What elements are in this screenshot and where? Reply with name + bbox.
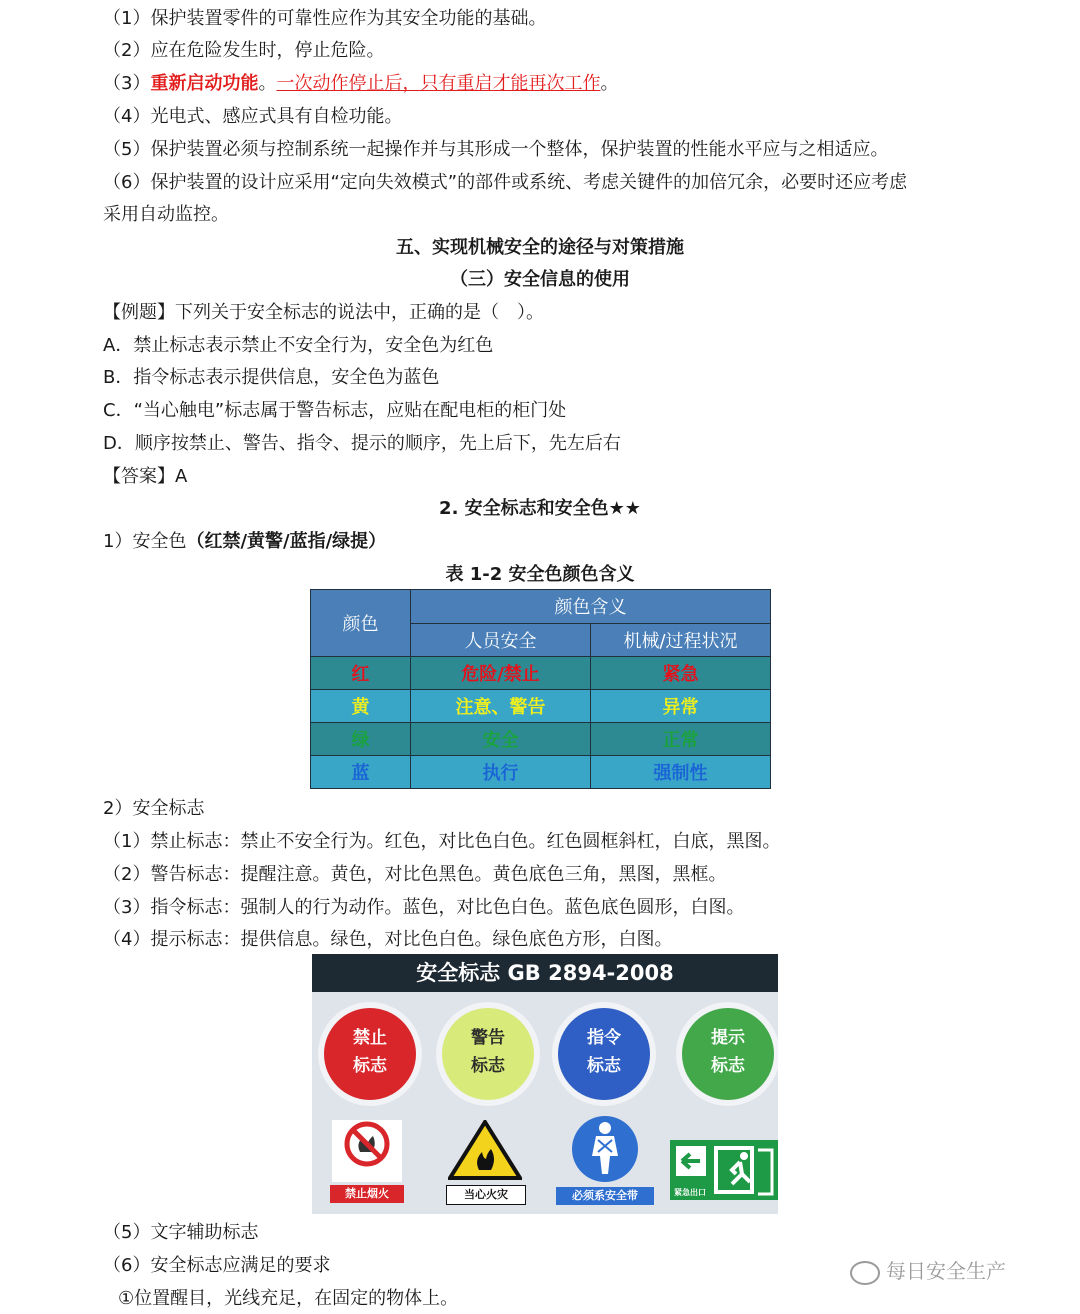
heading-main: 五、实现机械安全的途径与对策措施 bbox=[396, 237, 684, 258]
row-machine: 异常 bbox=[591, 690, 771, 723]
tail-item-6: （6）安全标志应满足的要求 bbox=[103, 1255, 331, 1276]
table-caption: 表 1-2 安全色颜色含义 bbox=[445, 564, 635, 585]
table-row bbox=[311, 756, 771, 789]
fire-warning-icon bbox=[448, 1120, 522, 1180]
circle-label: 标志 bbox=[587, 1056, 621, 1076]
no-fire-icon bbox=[330, 1120, 404, 1182]
intro-item-1: （1）保护装置零件的可靠性应作为其安全功能的基础。 bbox=[103, 8, 547, 29]
safety-sign-image bbox=[312, 954, 778, 1214]
row-color: 红 bbox=[311, 657, 411, 690]
circle-label: 指令 bbox=[587, 1028, 621, 1048]
row-person: 注意、警告 bbox=[411, 690, 591, 723]
circle-label: 提示 bbox=[711, 1028, 745, 1048]
safety-harness-icon bbox=[570, 1114, 640, 1184]
table-row bbox=[311, 657, 771, 690]
option-c: C．“当心触电”标志属于警告标志，应贴在配电柜的柜门处 bbox=[103, 400, 567, 421]
circle-label: 禁止 bbox=[353, 1028, 387, 1048]
circle-label: 警告 bbox=[471, 1028, 505, 1048]
row-person: 安全 bbox=[411, 723, 591, 756]
circle-label: 标志 bbox=[353, 1056, 387, 1076]
item3-sep: 。 bbox=[258, 73, 277, 94]
table-row bbox=[311, 690, 771, 723]
section2-title: 2. 安全标志和安全色★★ bbox=[439, 498, 641, 519]
warning-circle bbox=[442, 1008, 534, 1100]
row-color: 绿 bbox=[311, 723, 411, 756]
tail-item-6-1: ①位置醒目，光线充足，在固定的物体上。 bbox=[118, 1288, 459, 1309]
safety-color-prefix: 1）安全色 bbox=[103, 531, 187, 552]
safety-sign-title: 2）安全标志 bbox=[103, 798, 205, 819]
mandatory-circle bbox=[558, 1008, 650, 1100]
sign-item-3: （3）指令标志：强制人的行为动作。蓝色，对比色白色。蓝色底色圆形，白图。 bbox=[103, 897, 745, 918]
wechat-icon bbox=[850, 1261, 880, 1285]
sign-image-title: 安全标志 GB 2894-2008 bbox=[312, 954, 778, 992]
option-d: D．顺序按禁止、警告、指令、提示的顺序，先上后下，先左后右 bbox=[103, 433, 621, 454]
sign-label-exit: 紧急出口 bbox=[674, 1188, 706, 1197]
item3-bold: 重新启动功能 bbox=[150, 73, 259, 94]
header-meaning: 颜色含义 bbox=[411, 590, 771, 624]
row-color: 蓝 bbox=[311, 756, 411, 789]
safety-color-line bbox=[103, 530, 386, 554]
sign-item-1: （1）禁止标志：禁止不安全行为。红色，对比色白色。红色圆框斜杠，白底，黑图。 bbox=[103, 831, 781, 852]
option-b: B．指令标志表示提供信息，安全色为蓝色 bbox=[103, 367, 440, 388]
heading-sub: （三）安全信息的使用 bbox=[450, 269, 630, 290]
intro-item-2: （2）应在危险发生时，停止危险。 bbox=[103, 40, 385, 61]
header-machine: 机械/过程状况 bbox=[591, 623, 771, 657]
sign-label-fire-warning: 当心火灾 bbox=[446, 1185, 526, 1205]
row-person: 执行 bbox=[411, 756, 591, 789]
intro-item-3 bbox=[103, 72, 618, 96]
color-meaning-table bbox=[310, 589, 771, 789]
mid-item-5: （5）保护装置必须与控制系统一起操作并与其形成一个整体，保护装置的性能水平应与之相适应。 bbox=[103, 139, 889, 160]
prohibition-circle bbox=[324, 1008, 416, 1100]
row-machine: 强制性 bbox=[591, 756, 771, 789]
item3-end: 。 bbox=[600, 73, 619, 94]
answer: 【答案】A bbox=[103, 466, 188, 487]
item3-underlined: 一次动作停止后，只有重启才能再次工作 bbox=[276, 73, 601, 94]
sign-label-no-fire: 禁止烟火 bbox=[330, 1185, 404, 1203]
circle-label: 标志 bbox=[471, 1056, 505, 1076]
circle-label: 标志 bbox=[711, 1056, 745, 1076]
item3-prefix: （3） bbox=[103, 73, 151, 94]
safety-color-bold: （红禁/黄警/蓝指/绿提） bbox=[186, 531, 387, 552]
question-stem: 【例题】下列关于安全标志的说法中，正确的是（ ）。 bbox=[103, 302, 544, 323]
header-color: 颜色 bbox=[311, 590, 411, 657]
sign-item-4: （4）提示标志：提供信息。绿色，对比色白色。绿色底色方形，白图。 bbox=[103, 929, 673, 950]
row-color: 黄 bbox=[311, 690, 411, 723]
header-person: 人员安全 bbox=[411, 623, 591, 657]
row-machine: 紧急 bbox=[591, 657, 771, 690]
mid-item-6: （6）保护装置的设计应采用“定向失效模式”的部件或系统、考虑关键件的加倍冗余，必要时还应考虑 bbox=[103, 172, 908, 193]
mid-item-6-cont: 采用自动监控。 bbox=[103, 204, 229, 225]
option-a: A．禁止标志表示禁止不安全行为，安全色为红色 bbox=[103, 335, 494, 356]
row-machine: 正常 bbox=[591, 723, 771, 756]
mid-item-4: （4）光电式、感应式具有自检功能。 bbox=[103, 106, 403, 127]
watermark bbox=[850, 1255, 1006, 1285]
tail-item-5: （5）文字辅助标志 bbox=[103, 1222, 259, 1243]
sign-item-2: （2）警告标志：提醒注意。黄色，对比色黑色。黄色底色三角，黑图，黑框。 bbox=[103, 864, 727, 885]
table-row bbox=[311, 723, 771, 756]
information-circle bbox=[682, 1008, 774, 1100]
sign-label-harness: 必须系安全带 bbox=[556, 1187, 654, 1205]
watermark-text: 每日安全生产 bbox=[886, 1259, 1006, 1283]
row-person: 危险/禁止 bbox=[411, 657, 591, 690]
